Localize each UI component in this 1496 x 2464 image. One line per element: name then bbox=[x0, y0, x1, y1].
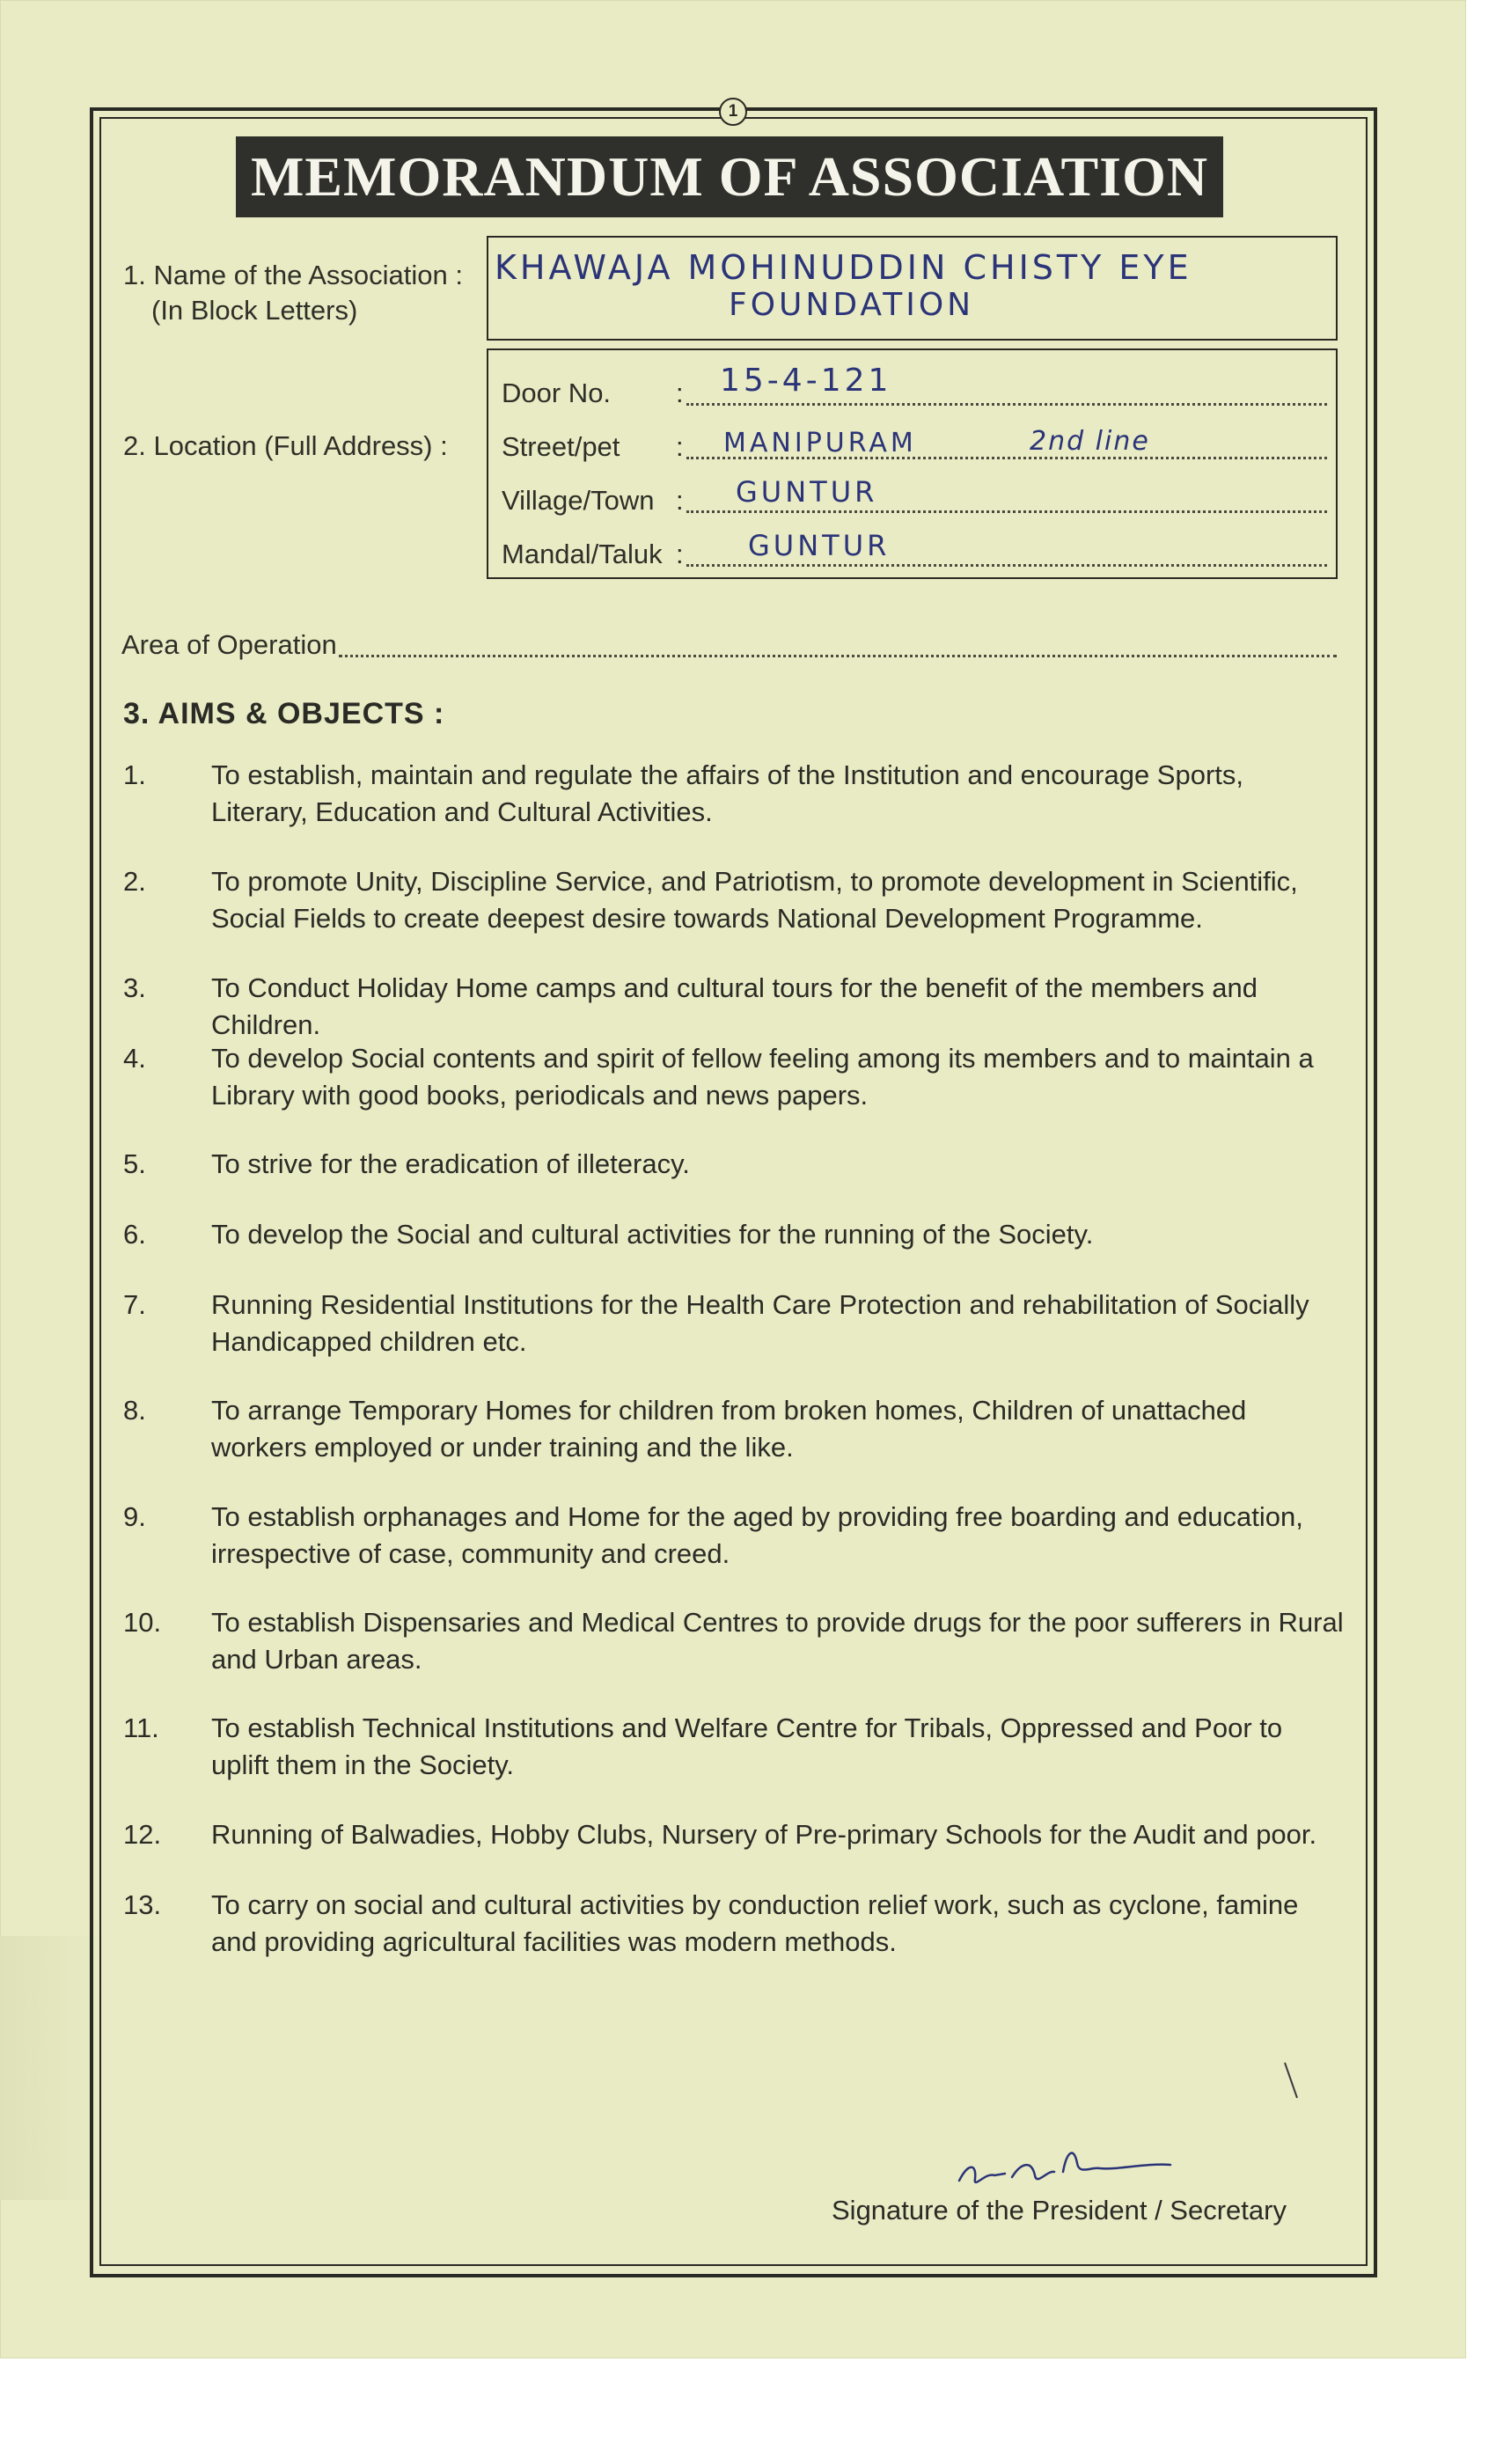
village-dotline bbox=[686, 510, 1327, 513]
pen-mark bbox=[1281, 2059, 1308, 2103]
aim-text: To establish orphanages and Home for the aged by providing free boarding and education, irrespective of case, community and creed. bbox=[211, 1501, 1303, 1569]
aim-text: To establish, maintain and regulate the affairs of the Institution and encourage Sports, Literary, Education and Cultural Activities. bbox=[211, 759, 1244, 827]
signature-label: Signature of the President / Secretary bbox=[832, 2195, 1287, 2226]
aim-number: 4. bbox=[123, 1043, 146, 1074]
mandal-label: Mandal/Taluk bbox=[502, 539, 663, 569]
name-sublabel: (In Block Letters) bbox=[151, 295, 358, 326]
village-colon: : bbox=[676, 485, 684, 516]
aim-text: Running of Balwadies, Hobby Clubs, Nursery of Pre-primary Schools for the Audit and poor. bbox=[211, 1819, 1317, 1850]
mandal-value: GUNTUR bbox=[748, 529, 891, 562]
aim-number: 6. bbox=[123, 1219, 146, 1250]
street-colon: : bbox=[676, 431, 684, 462]
aims-heading: 3. AIMS & OBJECTS : bbox=[123, 697, 445, 730]
aim-number: 10. bbox=[123, 1607, 162, 1638]
aim-text: To carry on social and cultural activities by conduction relief work, such as cyclone, famine and providing agricultural facilities was modern methods. bbox=[211, 1889, 1299, 1957]
mandal-dotline bbox=[686, 564, 1327, 567]
handwritten-signature bbox=[950, 2137, 1179, 2198]
village-value: GUNTUR bbox=[736, 475, 878, 509]
name-value-line1: KHAWAJA MOHINUDDIN CHISTY EYE bbox=[495, 248, 1192, 287]
document-title: MEMORANDUM OF ASSOCIATION bbox=[236, 136, 1223, 217]
village-label: Village/Town bbox=[502, 485, 655, 516]
mandal-colon: : bbox=[676, 539, 684, 569]
aim-text: Running Residential Institutions for the Health Care Protection and rehabilitation of Socially Handicapped children etc. bbox=[211, 1289, 1309, 1357]
aim-text: To arrange Temporary Homes for children from broken homes, Children of unattached workers employed or under training and the like. bbox=[211, 1395, 1247, 1463]
aim-number: 1. bbox=[123, 759, 146, 790]
aim-text: To develop Social contents and spirit of fellow feeling among its members and to maintain a Library with good books, periodicals and news papers. bbox=[211, 1043, 1314, 1111]
aim-text: To promote Unity, Discipline Service, and Patriotism, to promote development in Scientific, Social Fields to create deepest desire towards National Development Programme. bbox=[211, 866, 1298, 934]
aim-text: To Conduct Holiday Home camps and cultural tours for the benefit of the members and Children. bbox=[211, 972, 1258, 1040]
aim-number: 3. bbox=[123, 972, 146, 1003]
aim-number: 5. bbox=[123, 1148, 146, 1179]
aim-number: 2. bbox=[123, 866, 146, 897]
door-label: Door No. bbox=[502, 378, 612, 408]
door-dotline bbox=[686, 403, 1327, 406]
name-value-line2: FOUNDATION bbox=[729, 287, 975, 323]
aim-text: To strive for the eradication of illeteracy. bbox=[211, 1148, 690, 1179]
area-label: Area of Operation bbox=[121, 629, 337, 660]
aim-number: 13. bbox=[123, 1889, 162, 1920]
aim-text: To establish Dispensaries and Medical Centres to provide drugs for the poor sufferers in Rural and Urban areas. bbox=[211, 1607, 1344, 1675]
street-label: Street/pet bbox=[502, 431, 620, 462]
aim-number: 7. bbox=[123, 1289, 146, 1320]
location-label: 2. Location (Full Address) : bbox=[123, 430, 448, 461]
area-dotline bbox=[339, 655, 1337, 657]
page-number: 1 bbox=[719, 98, 747, 126]
aim-number: 9. bbox=[123, 1501, 146, 1532]
aim-number: 11. bbox=[123, 1712, 159, 1743]
door-value: 15-4-121 bbox=[720, 363, 892, 399]
door-colon: : bbox=[676, 378, 684, 408]
street-value: MANIPURAM bbox=[723, 428, 917, 458]
aim-text: To establish Technical Institutions and Welfare Centre for Tribals, Oppressed and Poor to uplift them in the Society. bbox=[211, 1712, 1283, 1780]
name-label: 1. Name of the Association : bbox=[123, 260, 463, 290]
aim-number: 12. bbox=[123, 1819, 162, 1850]
aim-text: To develop the Social and cultural activities for the running of the Society. bbox=[211, 1219, 1094, 1250]
street-value-extra: 2nd line bbox=[1030, 426, 1150, 457]
aim-number: 8. bbox=[123, 1395, 146, 1426]
